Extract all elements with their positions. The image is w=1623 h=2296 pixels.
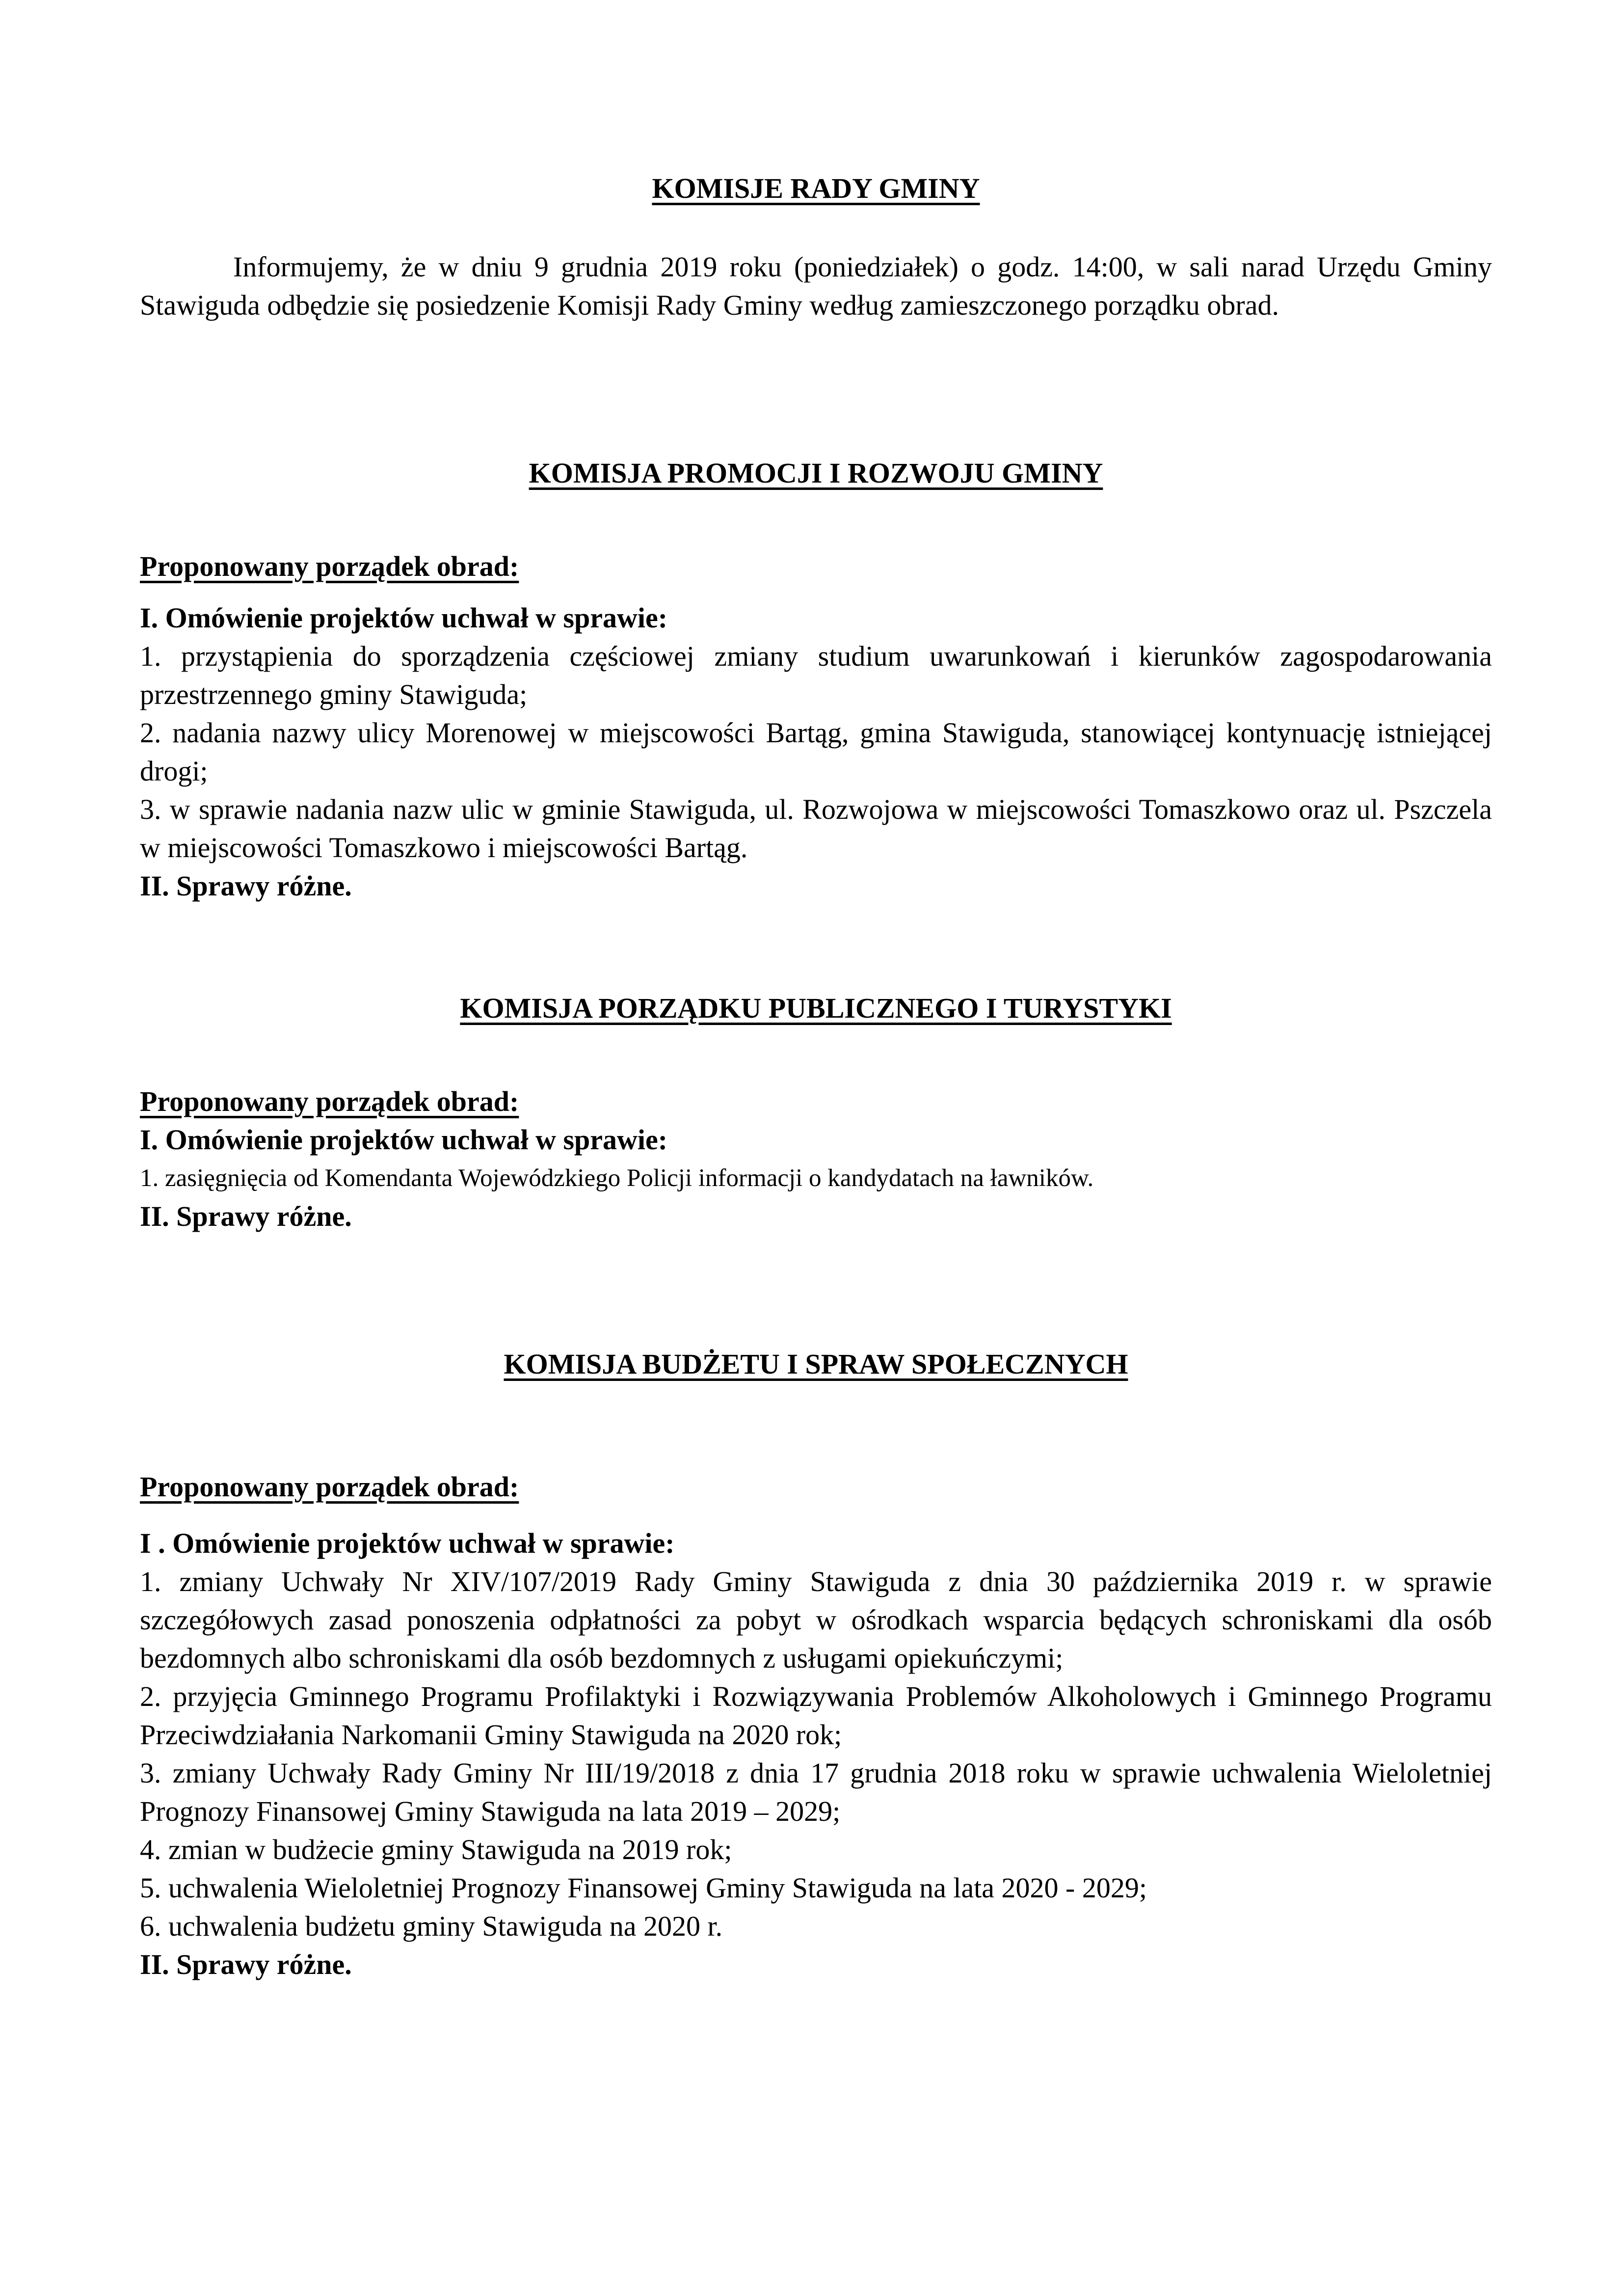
agenda-item: 1. przystąpienia do sporządzenia częściowej zmiany studium uwarunkowań i kierunków zagospodarowania przestrzennego gminy Stawiguda; [140, 640, 1492, 710]
title-block [140, 169, 1492, 208]
agenda-part-two: II. Sprawy różne. [140, 870, 352, 902]
page-title: KOMISJE RADY GMINY [652, 172, 980, 204]
agenda-part-one: I . Omówienie projektów uchwał w sprawie: [140, 1527, 675, 1559]
agenda-item: 5. uchwalenia Wieloletniej Prognozy Finansowej Gminy Stawiguda na lata 2020 - 2029; [140, 1872, 1147, 1904]
section-budzetu-agenda [140, 1468, 1492, 1506]
intro-paragraph: Informujemy, że w dniu 9 grudnia 2019 roku (poniedziałek) o godz. 14:00, w sali narad Urzędu Gminy Stawiguda odbędzie się posiedzenie Komisji Rady Gminy według zamieszczonego porządku obrad. [140, 251, 1492, 321]
section-heading: KOMISJA PORZĄDKU PUBLICZNEGO I TURYSTYKI [460, 992, 1172, 1024]
section-porzadku-agenda [140, 1082, 1492, 1121]
intro-block [140, 248, 1492, 324]
agenda-item: 1. zasięgnięcia od Komendanta Wojewódzkiego Policji informacji o kandydatach na ławników. [140, 1164, 1094, 1192]
agenda-item: 4. zmian w budżecie gminy Stawiguda na 2019 rok; [140, 1834, 732, 1865]
section-heading: KOMISJA BUDŻETU I SPRAW SPOŁECZNYCH [504, 1348, 1128, 1380]
agenda-item: 3. zmiany Uchwały Rady Gminy Nr III/19/2018 z dnia 17 grudnia 2018 roku w sprawie uchwalenia Wieloletniej Prognozy Finansowej Gminy Stawiguda na lata 2019 – 2029; [140, 1757, 1492, 1827]
agenda-label: Proponowany porządek obrad: [140, 550, 519, 582]
section-promocji-body [140, 599, 1492, 905]
agenda-item: 1. zmiany Uchwały Nr XIV/107/2019 Rady Gminy Stawiguda z dnia 30 października 2019 r. w sprawie szczegółowych zasad ponoszenia odpłatności za pobyt w ośrodkach wsparcia będących schroniskami dla osób bezdomnych albo schroniskami dla osób bezdomnych z usługami opiekuńczymi; [140, 1566, 1492, 1674]
agenda-item: 2. nadania nazwy ulicy Morenowej w miejscowości Bartąg, gmina Stawiguda, stanowiącej kontynuację istniejącej drogi; [140, 717, 1492, 787]
section-porzadku [140, 989, 1492, 1027]
section-promocji [140, 454, 1492, 492]
section-porzadku-body [140, 1121, 1492, 1236]
agenda-item: 3. w sprawie nadania nazw ulic w gminie Stawiguda, ul. Rozwojowa w miejscowości Tomaszkowo oraz ul. Pszczela w miejscowości Tomaszkowo i miejscowości Bartąg. [140, 793, 1492, 864]
agenda-item: 2. przyjęcia Gminnego Programu Profilaktyki i Rozwiązywania Problemów Alkoholowych i Gminnego Programu Przeciwdziałania Narkomanii Gminy Stawiguda na 2020 rok; [140, 1680, 1492, 1751]
section-budzetu [140, 1345, 1492, 1383]
agenda-label: Proponowany porządek obrad: [140, 1471, 519, 1503]
agenda-item: 6. uchwalenia budżetu gminy Stawiguda na 2020 r. [140, 1910, 723, 1942]
agenda-label: Proponowany porządek obrad: [140, 1085, 519, 1117]
section-promocji-agenda [140, 547, 1492, 586]
section-heading: KOMISJA PROMOCJI I ROZWOJU GMINY [529, 457, 1103, 489]
agenda-part-one: I. Omówienie projektów uchwał w sprawie: [140, 1124, 668, 1156]
agenda-part-two: II. Sprawy różne. [140, 1948, 352, 1980]
section-budzetu-body [140, 1524, 1492, 1984]
agenda-part-one: I. Omówienie projektów uchwał w sprawie: [140, 602, 668, 634]
agenda-part-two: II. Sprawy różne. [140, 1200, 352, 1232]
